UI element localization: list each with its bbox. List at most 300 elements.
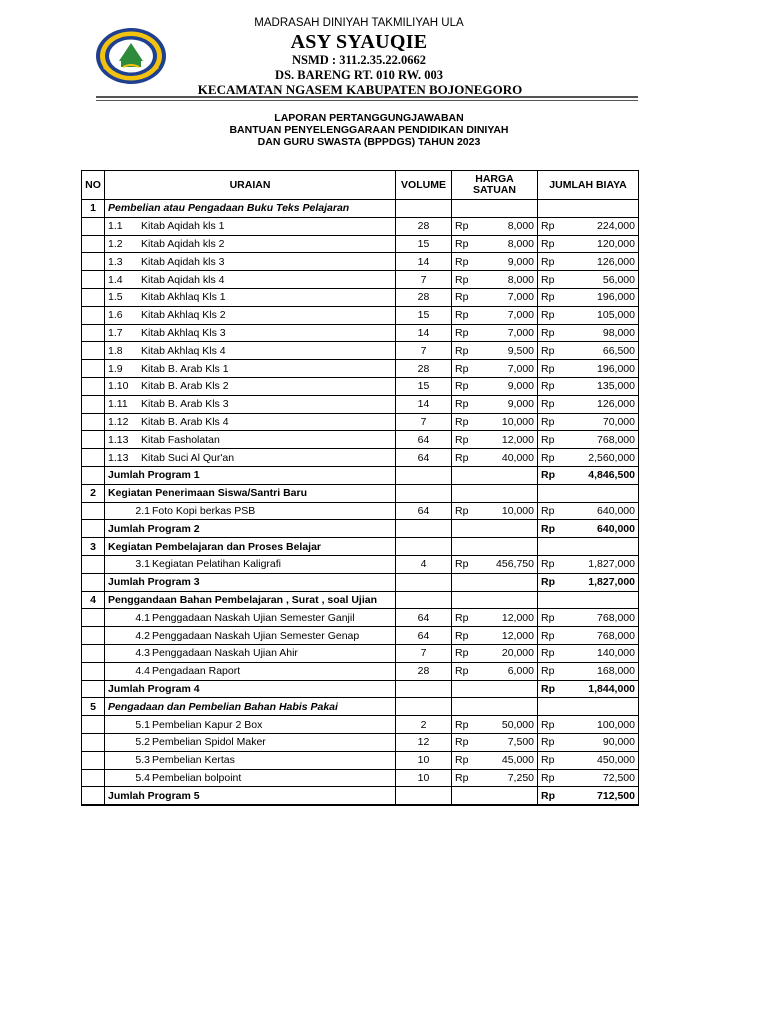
empty-cell: [452, 538, 538, 556]
item-volume: 14: [396, 324, 452, 342]
empty-no-cell: [82, 466, 105, 484]
item-volume: 15: [396, 235, 452, 253]
subtotal-amount-amount: 1,844,000: [588, 682, 635, 695]
table-body: [82, 200, 639, 806]
empty-no-cell: [82, 395, 105, 413]
item-code: 1.8: [108, 344, 123, 357]
item-total: [538, 733, 639, 751]
empty-cell: [396, 538, 452, 556]
table-row: [82, 306, 639, 324]
item-total-amount: 66,500: [602, 344, 635, 357]
item-description: [105, 733, 396, 751]
item-total: [538, 431, 639, 449]
item-code: 5.2: [135, 736, 150, 749]
item-price: [452, 288, 538, 306]
header-no: NO: [82, 171, 105, 200]
item-total-amount: 2,560,000: [588, 451, 635, 464]
item-price-amount: 10,000: [501, 504, 534, 517]
item-total-amount: 56,000: [602, 273, 635, 286]
section-row: [82, 591, 639, 609]
subtotal-label: Jumlah Program 5: [105, 787, 396, 805]
empty-no-cell: [82, 573, 105, 591]
item-price: [452, 716, 538, 734]
item-volume: 7: [396, 271, 452, 289]
item-name: Kitab Akhlaq Kls 3: [141, 326, 226, 339]
item-total: [538, 235, 639, 253]
currency-label: Rp: [541, 682, 555, 695]
item-price: [452, 306, 538, 324]
item-volume: 15: [396, 306, 452, 324]
item-total-amount: 768,000: [597, 629, 635, 642]
item-price: [452, 502, 538, 520]
item-description: [105, 253, 396, 271]
item-total: [538, 377, 639, 395]
item-code: 1.5: [108, 291, 123, 304]
item-price: [452, 377, 538, 395]
empty-no-cell: [82, 502, 105, 520]
item-volume: 7: [396, 342, 452, 360]
item-description: [105, 342, 396, 360]
empty-no-cell: [82, 520, 105, 538]
item-price-amount: 50,000: [501, 718, 534, 731]
item-description: [105, 413, 396, 431]
subtotal-label: Jumlah Program 3: [105, 573, 396, 591]
item-code: 1.9: [108, 362, 123, 375]
table-row: [82, 324, 639, 342]
empty-cell: [396, 573, 452, 591]
item-description: [105, 360, 396, 378]
item-total-amount: 768,000: [597, 611, 635, 624]
empty-no-cell: [82, 555, 105, 573]
item-volume: 14: [396, 253, 452, 271]
item-name: Pembelian Kapur 2 Box: [152, 718, 263, 731]
item-price: [452, 324, 538, 342]
district: KECAMATAN NGASEM KABUPATEN BOJONEGORO: [197, 82, 523, 97]
item-code: 4.1: [135, 611, 150, 624]
item-total-amount: 196,000: [597, 291, 635, 304]
section-row: [82, 698, 639, 716]
item-description: [105, 235, 396, 253]
item-name: Penggadaan Naskah Ujian Semester Genap: [152, 629, 360, 642]
item-name: Kitab Akhlaq Kls 2: [141, 309, 226, 322]
empty-no-cell: [82, 324, 105, 342]
item-volume: 14: [396, 395, 452, 413]
item-name: Kitab Akhlaq Kls 1: [141, 291, 226, 304]
item-price-amount: 7,500: [507, 736, 534, 749]
table-row: [82, 342, 639, 360]
item-code: 5.3: [135, 754, 150, 767]
item-price: [452, 733, 538, 751]
item-name: Pembelian bolpoint: [152, 771, 242, 784]
item-volume: 64: [396, 431, 452, 449]
item-total-amount: 640,000: [597, 504, 635, 517]
header-harga: [452, 171, 538, 200]
item-description: [105, 555, 396, 573]
currency-label: Rp: [541, 558, 555, 571]
item-volume: 64: [396, 449, 452, 467]
section-title: Kegiatan Penerimaan Siswa/Santri Baru: [105, 484, 396, 502]
empty-cell: [538, 591, 639, 609]
empty-no-cell: [82, 271, 105, 289]
section-row: [82, 200, 639, 218]
empty-no-cell: [82, 306, 105, 324]
empty-no-cell: [82, 360, 105, 378]
item-total: [538, 609, 639, 627]
empty-no-cell: [82, 751, 105, 769]
empty-cell: [396, 787, 452, 805]
empty-no-cell: [82, 235, 105, 253]
empty-cell: [452, 698, 538, 716]
currency-label: Rp: [455, 433, 469, 446]
subtotal-row: [82, 787, 639, 805]
currency-label: Rp: [455, 736, 469, 749]
item-price-amount: 8,000: [507, 273, 534, 286]
institution-name: ASY SYAUQIE: [290, 31, 428, 53]
item-total-amount: 224,000: [597, 220, 635, 233]
item-price-amount: 8,000: [507, 237, 534, 250]
currency-label: Rp: [541, 611, 555, 624]
table-row: [82, 644, 639, 662]
item-volume: 10: [396, 769, 452, 787]
report-table: [81, 170, 639, 806]
currency-label: Rp: [541, 647, 555, 660]
item-price-amount: 9,500: [507, 344, 534, 357]
item-code: 4.4: [135, 665, 150, 678]
table-row: [82, 288, 639, 306]
item-description: [105, 449, 396, 467]
item-total-amount: 70,000: [602, 415, 635, 428]
item-price: [452, 271, 538, 289]
currency-label: Rp: [541, 273, 555, 286]
subtotal-amount: [538, 573, 639, 591]
item-name: Pembelian Spidol Maker: [152, 736, 266, 749]
empty-no-cell: [82, 449, 105, 467]
item-price: [452, 235, 538, 253]
item-total-amount: 72,500: [602, 771, 635, 784]
item-price: [452, 751, 538, 769]
item-price: [452, 253, 538, 271]
table-row: [82, 662, 639, 680]
item-description: [105, 662, 396, 680]
item-price: [452, 555, 538, 573]
currency-label: Rp: [455, 326, 469, 339]
item-name: Pembelian Kertas: [152, 754, 235, 767]
table-row: [82, 449, 639, 467]
currency-label: Rp: [541, 665, 555, 678]
table-row: [82, 751, 639, 769]
empty-no-cell: [82, 288, 105, 306]
item-total: [538, 751, 639, 769]
item-price-amount: 8,000: [507, 220, 534, 233]
item-volume: 28: [396, 360, 452, 378]
section-title: Kegiatan Pembelajaran dan Proses Belajar: [105, 538, 396, 556]
subtotal-amount-amount: 712,500: [597, 789, 635, 802]
empty-no-cell: [82, 431, 105, 449]
header-uraian: URAIAN: [105, 171, 396, 200]
currency-label: Rp: [455, 611, 469, 624]
currency-label: Rp: [541, 415, 555, 428]
currency-label: Rp: [541, 326, 555, 339]
section-no: 3: [82, 538, 105, 556]
item-price-amount: 12,000: [501, 611, 534, 624]
item-code: 4.3: [135, 647, 150, 660]
section-no: 5: [82, 698, 105, 716]
table-row: [82, 217, 639, 235]
item-price-amount: 9,000: [507, 255, 534, 268]
item-code: 5.1: [135, 718, 150, 731]
item-name: Kitab Fasholatan: [141, 433, 220, 446]
item-total: [538, 342, 639, 360]
currency-label: Rp: [541, 789, 555, 802]
item-price-amount: 12,000: [501, 433, 534, 446]
item-description: [105, 716, 396, 734]
currency-label: Rp: [541, 736, 555, 749]
header-divider-thin: [96, 100, 638, 101]
empty-no-cell: [82, 716, 105, 734]
empty-no-cell: [82, 253, 105, 271]
item-name: Kitab B. Arab Kls 4: [141, 415, 229, 428]
item-price-amount: 7,000: [507, 326, 534, 339]
item-description: [105, 395, 396, 413]
item-price: [452, 395, 538, 413]
currency-label: Rp: [455, 237, 469, 250]
empty-cell: [452, 200, 538, 218]
table-row: [82, 235, 639, 253]
empty-no-cell: [82, 769, 105, 787]
item-total: [538, 716, 639, 734]
currency-label: Rp: [455, 504, 469, 517]
empty-cell: [396, 680, 452, 698]
item-total-amount: 1,827,000: [588, 558, 635, 571]
subtotal-amount: [538, 787, 639, 805]
item-volume: 7: [396, 644, 452, 662]
item-total-amount: 120,000: [597, 237, 635, 250]
item-total-amount: 105,000: [597, 309, 635, 322]
item-total-amount: 196,000: [597, 362, 635, 375]
item-total: [538, 253, 639, 271]
item-volume: 2: [396, 716, 452, 734]
item-name: Pengadaan Raport: [152, 665, 241, 678]
item-description: [105, 502, 396, 520]
item-price: [452, 431, 538, 449]
item-price-amount: 9,000: [507, 398, 534, 411]
currency-label: Rp: [541, 398, 555, 411]
table-row: [82, 377, 639, 395]
item-total: [538, 627, 639, 645]
item-code: 3.1: [135, 558, 150, 571]
empty-cell: [452, 573, 538, 591]
item-total-amount: 450,000: [597, 754, 635, 767]
currency-label: Rp: [541, 380, 555, 393]
item-volume: 10: [396, 751, 452, 769]
subtotal-row: [82, 680, 639, 698]
section-no: 1: [82, 200, 105, 218]
empty-no-cell: [82, 342, 105, 360]
currency-label: Rp: [541, 754, 555, 767]
currency-label: Rp: [541, 451, 555, 464]
empty-cell: [396, 466, 452, 484]
currency-label: Rp: [455, 344, 469, 357]
currency-label: Rp: [455, 665, 469, 678]
address: DS. BARENG RT. 010 RW. 003: [275, 68, 443, 82]
subtotal-amount-amount: 640,000: [597, 522, 635, 535]
table-row: [82, 271, 639, 289]
empty-no-cell: [82, 662, 105, 680]
item-volume: 64: [396, 609, 452, 627]
item-name: Kitab Aqidah kls 2: [141, 237, 225, 250]
table-row: [82, 253, 639, 271]
empty-cell: [538, 484, 639, 502]
currency-label: Rp: [455, 629, 469, 642]
item-code: 1.10: [108, 380, 129, 393]
empty-cell: [538, 698, 639, 716]
item-price-amount: 10,000: [501, 415, 534, 428]
item-description: [105, 271, 396, 289]
item-price-amount: 12,000: [501, 629, 534, 642]
item-total: [538, 324, 639, 342]
currency-label: Rp: [455, 558, 469, 571]
item-price: [452, 609, 538, 627]
subtotal-amount: [538, 680, 639, 698]
empty-cell: [452, 787, 538, 805]
section-no: 4: [82, 591, 105, 609]
item-name: Kitab B. Arab Kls 1: [141, 362, 229, 375]
currency-label: Rp: [541, 771, 555, 784]
header-divider: [96, 96, 638, 98]
item-total: [538, 217, 639, 235]
item-code: 1.4: [108, 273, 123, 286]
item-description: [105, 644, 396, 662]
table-row: [82, 502, 639, 520]
item-total-amount: 90,000: [602, 736, 635, 749]
item-code: 1.6: [108, 309, 123, 322]
empty-no-cell: [82, 627, 105, 645]
item-total: [538, 502, 639, 520]
report-title-line3: DAN GURU SWASTA (BPPDGS) TAHUN 2023: [257, 136, 481, 148]
item-price-amount: 7,000: [507, 309, 534, 322]
item-volume: 12: [396, 733, 452, 751]
item-description: [105, 431, 396, 449]
currency-label: Rp: [541, 344, 555, 357]
table-row: [82, 609, 639, 627]
item-total-amount: 126,000: [597, 398, 635, 411]
header-volume: VOLUME: [396, 171, 452, 200]
report-title-line2: BANTUAN PENYELENGGARAAN PENDIDIKAN DINIYAH: [229, 124, 509, 136]
item-description: [105, 324, 396, 342]
item-volume: 4: [396, 555, 452, 573]
item-volume: 7: [396, 413, 452, 431]
empty-cell: [396, 698, 452, 716]
subtotal-amount-amount: 1,827,000: [588, 576, 635, 589]
table-row: [82, 431, 639, 449]
subtotal-row: [82, 466, 639, 484]
item-total-amount: 135,000: [597, 380, 635, 393]
item-name: Penggadaan Naskah Ujian Semester Ganjil: [152, 611, 355, 624]
empty-cell: [452, 591, 538, 609]
table-row: [82, 360, 639, 378]
item-total: [538, 662, 639, 680]
header-harga-line2: SATUAN: [473, 184, 516, 196]
item-total: [538, 769, 639, 787]
institution-type: MADRASAH DINIYAH TAKMILIYAH ULA: [254, 17, 464, 29]
currency-label: Rp: [455, 362, 469, 375]
table-row: [82, 733, 639, 751]
item-name: Kitab Akhlaq Kls 4: [141, 344, 226, 357]
item-name: Kitab Aqidah kls 3: [141, 255, 225, 268]
currency-label: Rp: [455, 771, 469, 784]
section-row: [82, 538, 639, 556]
item-total-amount: 768,000: [597, 433, 635, 446]
currency-label: Rp: [455, 754, 469, 767]
currency-label: Rp: [455, 291, 469, 304]
item-price-amount: 456,750: [496, 558, 534, 571]
item-name: Kitab Aqidah kls 4: [141, 273, 225, 286]
table-row: [82, 395, 639, 413]
item-total: [538, 555, 639, 573]
item-price: [452, 769, 538, 787]
item-price: [452, 360, 538, 378]
item-total: [538, 644, 639, 662]
section-title: Penggandaan Bahan Pembelajaran , Surat , soal Ujian: [105, 591, 396, 609]
item-total: [538, 395, 639, 413]
item-description: [105, 288, 396, 306]
item-description: [105, 377, 396, 395]
table-header-row: [82, 171, 639, 200]
table-row: [82, 769, 639, 787]
empty-cell: [452, 484, 538, 502]
item-price: [452, 662, 538, 680]
header-jumlah: JUMLAH BIAYA: [538, 171, 639, 200]
item-total-amount: 140,000: [597, 647, 635, 660]
item-price-amount: 6,000: [507, 665, 534, 678]
empty-cell: [396, 200, 452, 218]
item-code: 2.1: [135, 504, 150, 517]
empty-no-cell: [82, 377, 105, 395]
item-total-amount: 168,000: [597, 665, 635, 678]
currency-label: Rp: [541, 255, 555, 268]
empty-cell: [396, 484, 452, 502]
item-price-amount: 7,250: [507, 771, 534, 784]
currency-label: Rp: [541, 718, 555, 731]
empty-cell: [452, 520, 538, 538]
letterhead: [0, 0, 768, 100]
table-row: [82, 627, 639, 645]
item-total: [538, 360, 639, 378]
currency-label: Rp: [455, 415, 469, 428]
item-code: 1.2: [108, 237, 123, 250]
item-description: [105, 306, 396, 324]
item-code: 1.12: [108, 415, 129, 428]
header-harga-line1: HARGA: [475, 173, 514, 185]
empty-no-cell: [82, 787, 105, 805]
item-volume: 64: [396, 627, 452, 645]
item-price: [452, 217, 538, 235]
item-code: 1.13: [108, 451, 129, 464]
empty-cell: [452, 680, 538, 698]
item-volume: 28: [396, 662, 452, 680]
item-code: 1.11: [108, 398, 128, 411]
item-price: [452, 449, 538, 467]
item-code: 1.7: [108, 326, 123, 339]
item-description: [105, 627, 396, 645]
item-volume: 15: [396, 377, 452, 395]
section-row: [82, 484, 639, 502]
currency-label: Rp: [541, 362, 555, 375]
item-total: [538, 306, 639, 324]
item-price-amount: 9,000: [507, 380, 534, 393]
item-total-amount: 126,000: [597, 255, 635, 268]
currency-label: Rp: [541, 576, 555, 589]
